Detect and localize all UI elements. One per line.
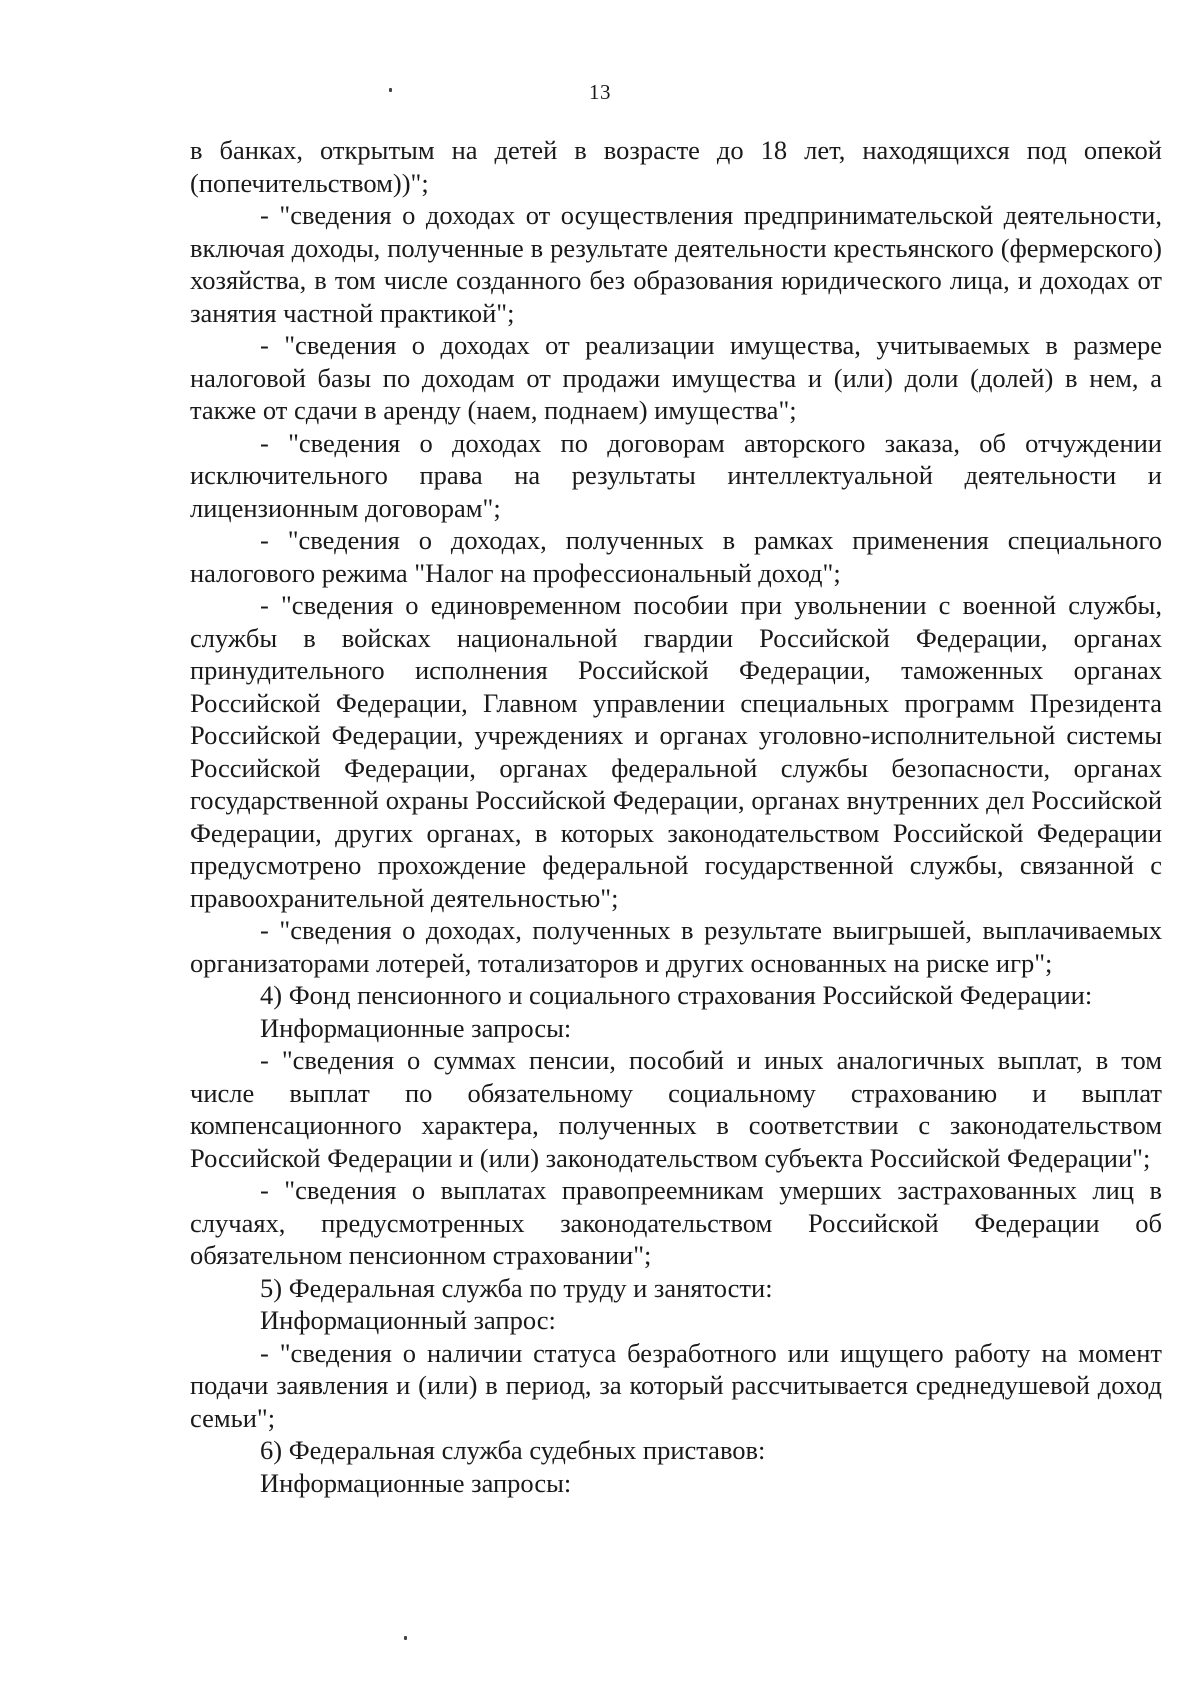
paragraph: - "сведения о единовременном пособии при увольнении с военной службы, службы в войсках национальной гвардии Российской Федерации, органах принудительного исполнения Российской Федерации, таможенных органах Российской Федерации, Главном управлении специальных программ Президента Российской Федерации, учреждениях и органах уголовно-исполнительной системы Российской Федерации, органах федеральной службы безопасности, органах государственной охраны Российской Федерации, органах внутренних дел Российской Федерации, других органах, в которых законодательством Российской Федерации предусмотрено прохождение федеральной государственной службы, связанной с правоохранительной деятельностью"; xyxy=(190,590,1162,913)
section-heading: 4) Фонд пенсионного и социального страхования Российской Федерации: xyxy=(260,980,1093,1010)
paragraph: - "сведения о наличии статуса безработного или ищущего работу на момент подачи заявления и (или) в период, за который рассчитывается среднедушевой доход семьи"; xyxy=(190,1337,1162,1433)
paragraph: - "сведения о доходах, полученных в результате выигрышей, выплачиваемых организаторами лотерей, тотализаторов и других основанных на риске игр"; xyxy=(190,915,1162,978)
paragraph: - "сведения о суммах пенсии, пособий и иных аналогичных выплат, в том числе выплат по обязательному социальному страхованию и выплат компенсационного характера, полученных в соответствии с законодательством Российской Федерации и (или) законодательством субъекта Российской Федерации"; xyxy=(190,1045,1162,1173)
scan-speck xyxy=(389,88,392,92)
paragraph: - "сведения о доходах по договорам авторского заказа, об отчуждении исключительного права на результаты интеллектуальной деятельности и лицензионным договорам"; xyxy=(190,427,1162,523)
subheading: Информационный запрос: xyxy=(260,1305,556,1335)
document-body xyxy=(190,134,1162,1499)
paragraph: - "сведения о доходах, полученных в рамках применения специального налогового режима "Налог на профессиональный доход"; xyxy=(190,525,1162,588)
scan-speck xyxy=(404,1636,407,1640)
paragraph: - "сведения о выплатах правопреемникам умерших застрахованных лиц в случаях, предусмотренных законодательством Российской Федерации об обязательном пенсионном страховании"; xyxy=(190,1175,1162,1270)
section-heading: 6) Федеральная служба судебных приставов: xyxy=(260,1435,766,1465)
subheading: Информационные запросы: xyxy=(260,1467,572,1498)
paragraph: в банках, открытым на детей в возрасте до 18 лет, находящихся под опекой (попечительством))"; xyxy=(190,135,1162,198)
subheading: Информационные запросы: xyxy=(260,1012,572,1043)
page-number: 13 xyxy=(589,80,611,104)
paragraph: - "сведения о доходах от осуществления предпринимательской деятельности, включая доходы, полученные в результате деятельности крестьянского (фермерского) хозяйства, в том числе созданного без образования юридического лица, и доходах от занятия частной практикой"; xyxy=(190,200,1162,328)
section-heading: 5) Федеральная служба по труду и занятости: xyxy=(260,1272,773,1303)
paragraph: - "сведения о доходах от реализации имущества, учитываемых в размере налоговой базы по доходам от продажи имущества и (или) доли (долей) в нем, а также от сдачи в аренду (наем, поднаем) имущества"; xyxy=(190,330,1162,425)
